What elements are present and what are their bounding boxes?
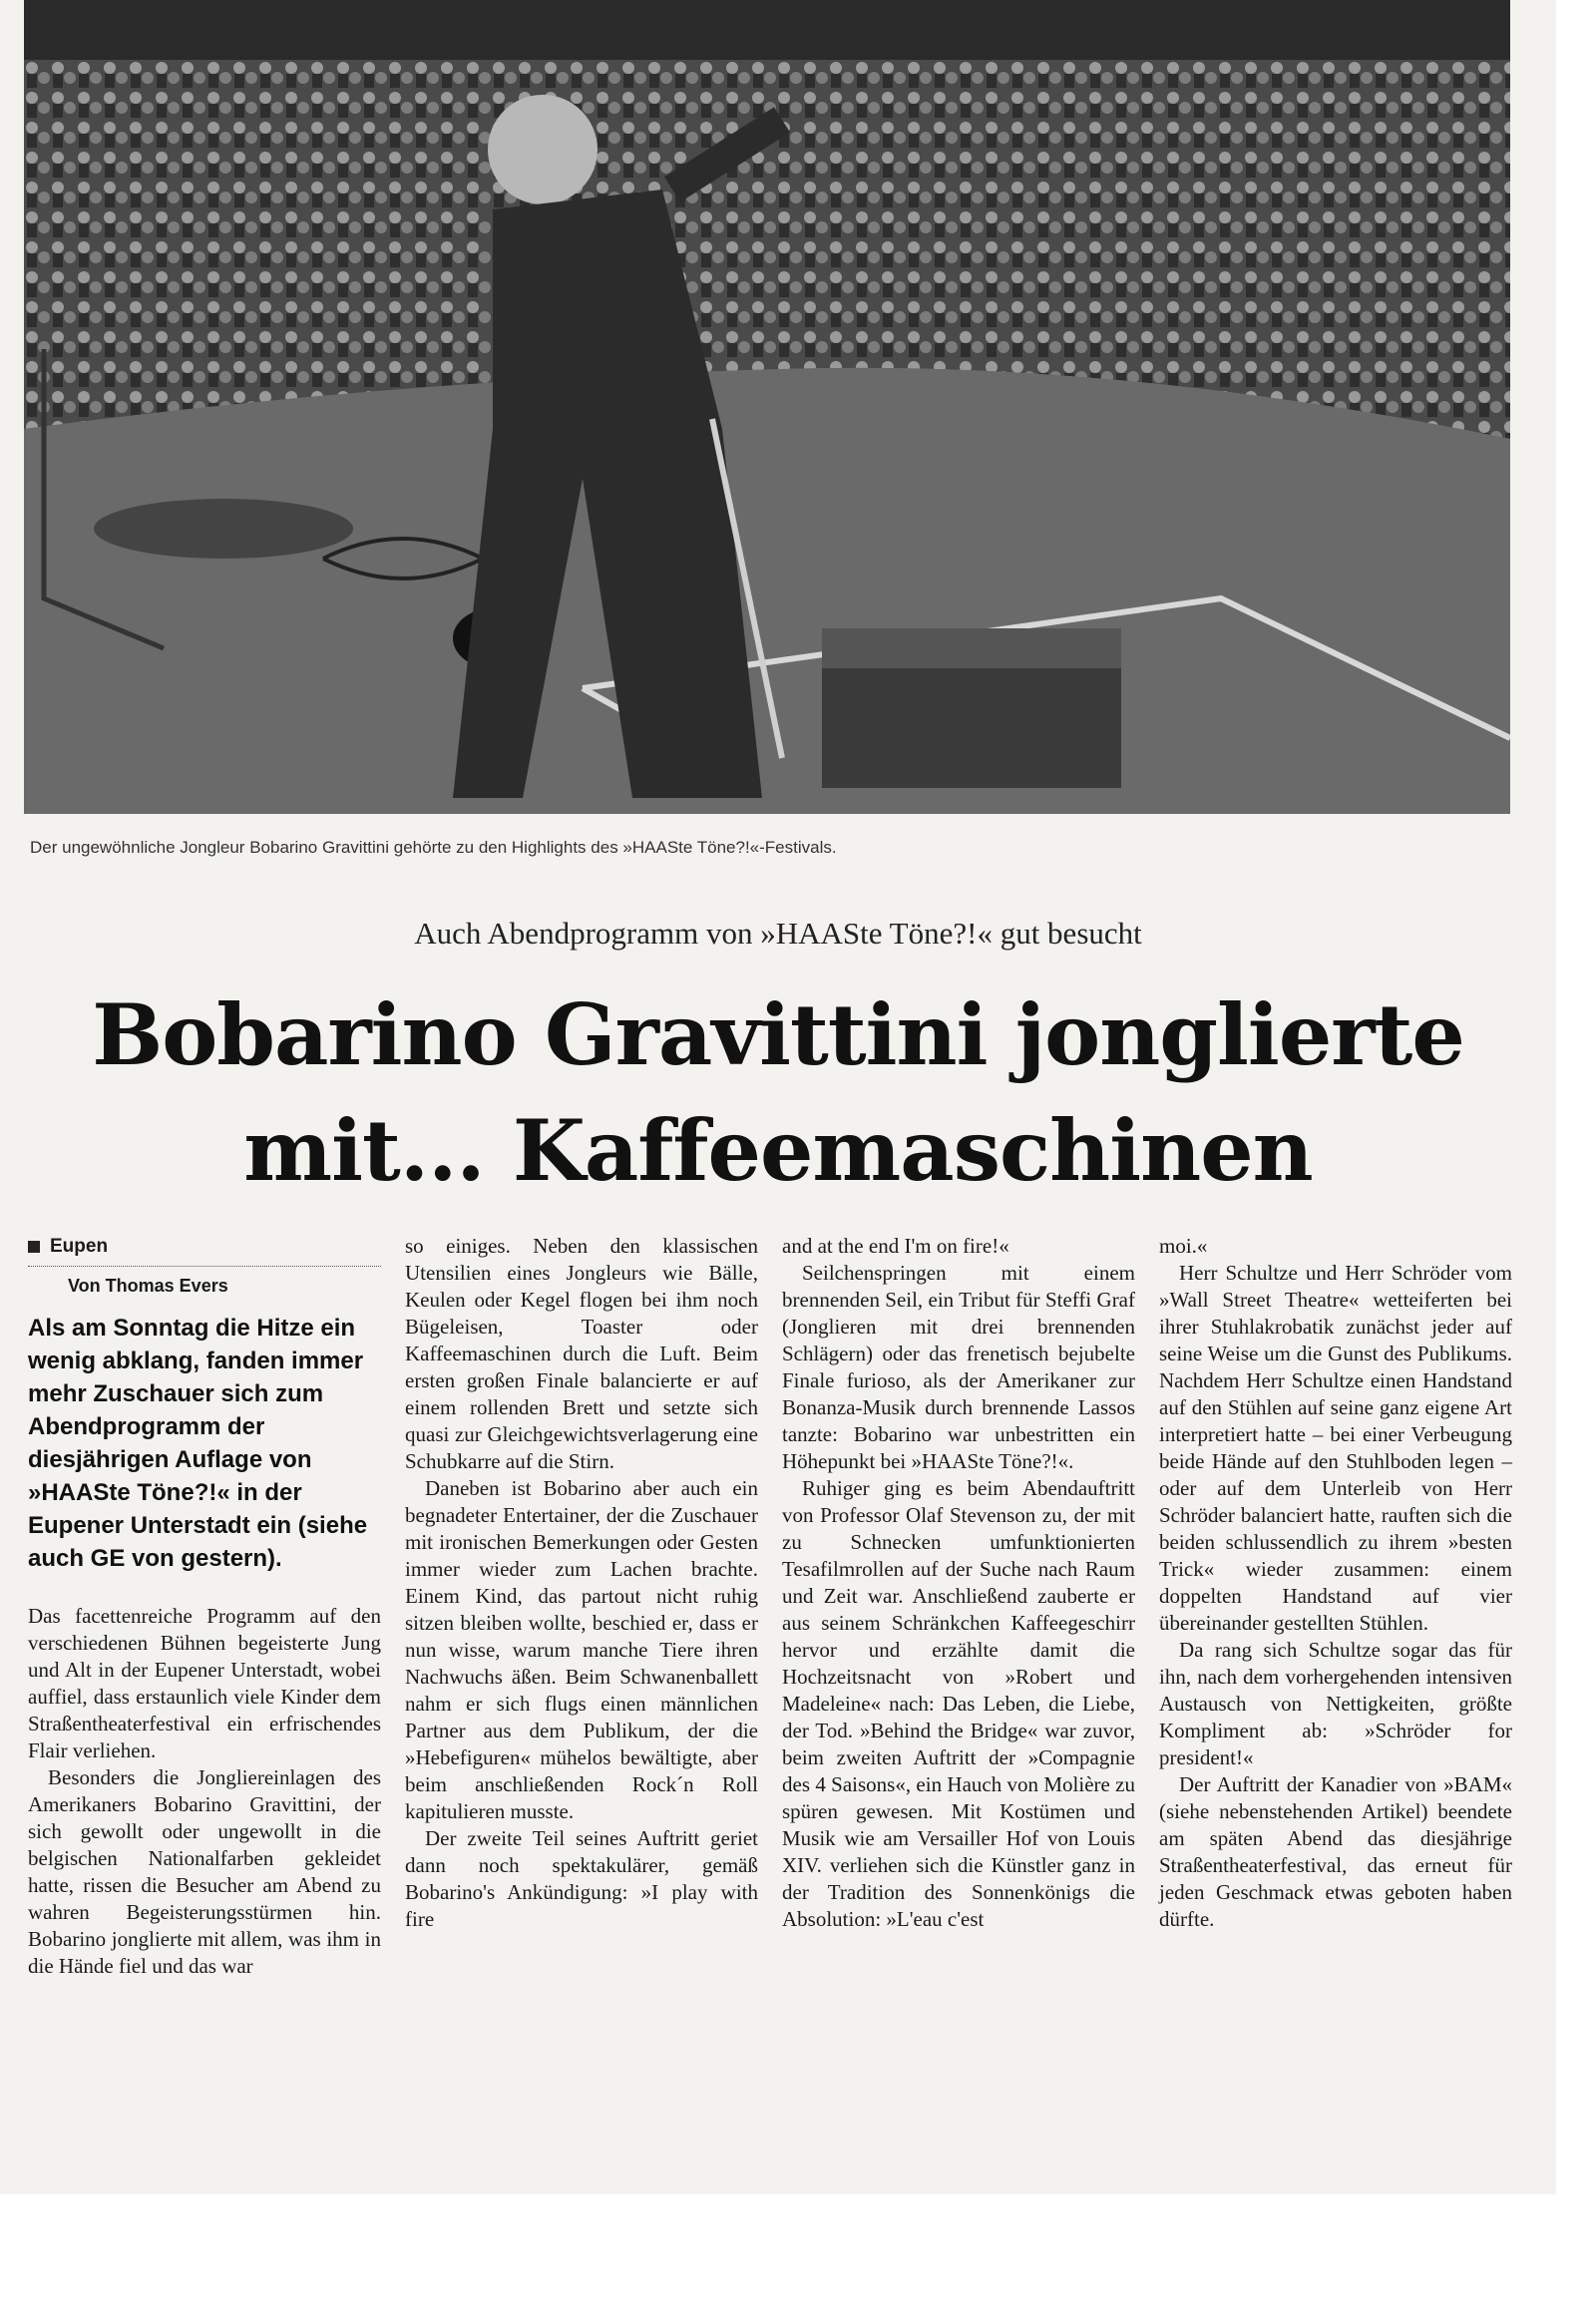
dateline-text: Eupen [50, 1236, 109, 1257]
article-photo [24, 0, 1510, 814]
paragraph: Da rang sich Schultze sogar das für ihn, nach dem vorhergehenden intensiven Austausch von Nettigkeiten, größte Kompliment ab: »Schröder for president!« [1159, 1638, 1512, 1769]
dateline [28, 1233, 381, 1260]
article-column-3 [782, 1233, 1135, 1933]
paragraph: Herr Schultze und Herr Schröder vom »Wall Street Theatre« wetteiferten bei ihrer Stuhlakrobatik zunächst jeder auf seine Weise um die Gunst des Publikums. Nachdem Herr Schultze einen Handstand auf den Stühlen auf seine ganz eigene Art interpretiert hatte – bei einer Verbeugung beide Hände auf den Stuhlboden legen – oder auf dem Unterleib von Herr Schröder balanciert hatte, rauften sich die beiden schlussendlich zu ihrem »besten Trick« wieder zusammen: einem doppelten Handstand auf vier übereinander gestellten Stühlen. [1159, 1261, 1512, 1635]
paragraph: moi.« [1159, 1234, 1208, 1258]
headline-line-2: mit... Kaffeemaschinen [243, 1101, 1313, 1200]
paragraph: Das facettenreiche Programm auf den verschiedenen Bühnen begeisterte Jung und Alt in der Eupener Unterstadt, wobei auffiel, dass erstaunlich viele Kinder dem Straßentheaterfestival ein erfrischendes Flair verliehen. [28, 1604, 381, 1762]
lead-paragraph: Als am Sonntag die Hitze ein wenig abklang, fanden immer mehr Zuschauer sich zum Abendprogramm der diesjährigen Auflage von »HAASte Töne?!« in der Eupener Unterstadt ein (siehe auch GE von gestern). [28, 1315, 368, 1572]
article-column-1 [28, 1233, 381, 1980]
paragraph: Der Auftritt der Kanadier von »BAM« (siehe nebenstehenden Artikel) beendete am späten Abend das diesjährige Straßentheaterfestival, das erneut für jeden Geschmack etwas geboten haben dürfte. [1159, 1772, 1512, 1931]
byline: Von Thomas Evers [28, 1266, 381, 1300]
headline [0, 977, 1556, 1209]
paragraph: Der zweite Teil seines Auftritt geriet dann noch spektakulärer, gemäß Bobarino's Ankündigung: »I play with fire [405, 1826, 758, 1931]
paragraph: and at the end I'm on fire!« [782, 1234, 1009, 1258]
square-bullet-icon [28, 1241, 40, 1253]
kicker: Auch Abendprogramm von »HAASte Töne?!« gut besucht [414, 916, 1142, 951]
photo-juggler-performance-icon [24, 0, 1510, 814]
paragraph: Ruhiger ging es beim Abendauftritt von Professor Olaf Stevenson zu, der mit zu Schnecken umfunktionierten Tesafilmrollen auf der Suche nach Raum und Zeit war. Anschließend zauberte er aus seinem Schränkchen Kaffeegeschirr hervor und erzählte damit die Hochzeitsnacht von »Robert und Madeleine« nach: Das Leben, die Liebe, der Tod. »Behind the Bridge« war zuvor, beim zweiten Auftritt der »Compagnie des 4 Saisons«, ein Hauch von Molière zu spüren gewesen. Mit Kostümen und Musik wie am Versailler Hof von Louis XIV. verliehen sich die Künstler ganz in der Tradition des Sonnenkönigs die Absolution: »L'eau c'est [782, 1476, 1135, 1931]
photo-caption: Der ungewöhnliche Jongleur Bobarino Gravittini gehörte zu den Highlights des »HAASte Töne?!«-Festivals. [30, 838, 837, 857]
article-column-4 [1159, 1233, 1512, 1933]
paragraph: Seilchenspringen mit einem brennenden Seil, ein Tribut für Steffi Graf (Jonglieren mit drei brennenden Schlägern) oder das frenetisch bejubelte Finale furioso, als der Amerikaner zur Bonanza-Musik durch brennende Lassos tanzte: Bobarino war unbestritten ein Höhepunkt bei »HAASte Töne?!«. [782, 1261, 1135, 1473]
article-column-2 [405, 1233, 758, 1933]
paragraph: Besonders die Jongliereinlagen des Amerikaners Bobarino Gravittini, der sich gewollt oder ungewollt in die belgischen Nationalfarben gekleidet hatte, rissen die Besucher am Abend zu wahren Begeisterungsstürmen hin. Bobarino jonglierte mit allem, was ihm in die Hände fiel und das war [28, 1765, 381, 1978]
paragraph: so einiges. Neben den klassischen Utensilien eines Jongleurs wie Bälle, Keulen oder Kegel flogen bei ihm noch Bügeleisen, Toaster oder Kaffeemaschinen durch die Luft. Beim ersten großen Finale balancierte er auf einem rollenden Brett und setzte sich quasi zur Gleichgewichtsverlagerung eine Schubkarre auf die Stirn. [405, 1234, 758, 1473]
headline-line-1: Bobarino Gravittini jonglierte [92, 985, 1464, 1084]
paragraph: Daneben ist Bobarino aber auch ein begnadeter Entertainer, der die Zuschauer mit ironischen Bemerkungen oder Gesten immer wieder zum Lachen brachte. Einem Kind, das partout nicht ruhig sitzen bleiben wollte, beschied er, dass er nun wisse, warum manche Tiere ihren Nachwuchs äßen. Beim Schwanenballett nahm er sich flugs einen männlichen Partner aus dem Publikum, der die »Hebefiguren« mühelos bewältigte, aber beim anschließenden Rock´n Roll kapitulieren musste. [405, 1476, 758, 1823]
